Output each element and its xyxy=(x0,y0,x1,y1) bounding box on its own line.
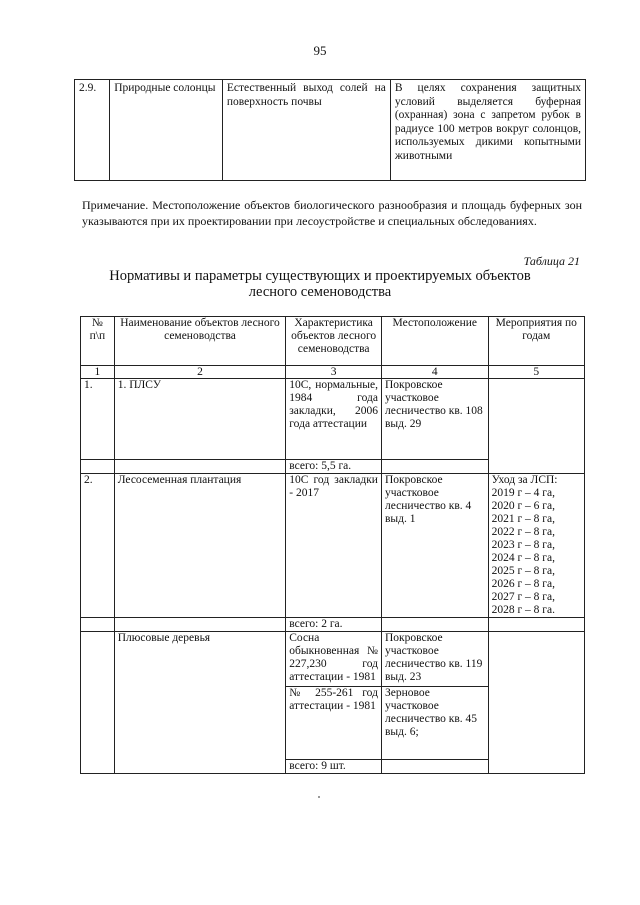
measure-line: 2023 г – 8 га, xyxy=(491,539,555,551)
column-number: 5 xyxy=(488,366,584,379)
object-location: Зерновое участковое лесничество кв. 45 выд. 6; xyxy=(381,687,488,760)
object-characteristic: Естественный выход солей на поверхность почвы xyxy=(222,80,390,181)
object-measures xyxy=(488,474,584,618)
row-number: 1. xyxy=(81,379,115,460)
table-caption: Таблица 21 xyxy=(523,254,580,268)
object-name: Плюсовые деревья xyxy=(114,632,286,774)
object-characteristic: 10С, нормальные, 1984 года закладки, 2006 года аттестации xyxy=(286,379,382,460)
note-paragraph: Примечание. Местоположение объектов биологического разнообразия и площадь буферных зон указываются при их проектировании при лесоустройстве и специальных обследованиях. xyxy=(82,198,582,228)
scan-speck xyxy=(318,796,320,798)
row-total: всего: 2 га. xyxy=(286,618,382,632)
column-number: 1 xyxy=(81,366,115,379)
measure-line: 2026 г – 8 га, xyxy=(491,578,555,590)
object-measures: В целях сохранения защитных условий выделяется буферная (охранная) зона с запретом рубок в радиусе 100 метров вокруг солонцов, используемых дикими копытными животными xyxy=(390,80,585,181)
row-total: всего: 5,5 га. xyxy=(286,460,382,474)
row-number xyxy=(81,632,115,774)
object-characteristic: 10С год закладки - 2017 xyxy=(286,474,382,618)
measure-line: 2025 г – 8 га, xyxy=(491,565,555,577)
table-title: Нормативы и параметры существующих и проектируемых объектов лесного семеноводства xyxy=(109,268,531,300)
table-header-row xyxy=(81,317,585,366)
measure-line: 2028 г – 8 га. xyxy=(491,604,555,616)
measure-line: 2021 г – 8 га, xyxy=(491,513,555,525)
header-location: Местоположение xyxy=(381,317,488,366)
object-name: 1. ПЛСУ xyxy=(114,379,286,460)
table-row xyxy=(81,632,585,687)
header-num: № п\п xyxy=(81,317,115,366)
row-number: 2. xyxy=(81,474,115,618)
table-total-row xyxy=(81,618,585,632)
object-characteristic: № 255-261 год аттестации - 1981 xyxy=(286,687,382,760)
column-number: 4 xyxy=(381,366,488,379)
page-number: 95 xyxy=(313,43,327,58)
row-number: 2.9. xyxy=(75,80,110,181)
measure-line: 2020 г – 6 га, xyxy=(491,500,555,512)
object-location: Покровское участковое лесничество кв. 119 выд. 23 xyxy=(381,632,488,687)
object-location: Покровское участковое лесничество кв. 108 выд. 29 xyxy=(381,379,488,460)
column-number: 3 xyxy=(286,366,382,379)
table-row xyxy=(81,379,585,460)
biodiversity-table-tail xyxy=(74,79,586,181)
object-characteristic: Сосна обыкновенная № 227,230 год аттестации - 1981 xyxy=(286,632,382,687)
measures-title: Уход за ЛСП: xyxy=(491,474,558,486)
table-row xyxy=(81,474,585,618)
object-measures xyxy=(488,379,584,474)
column-number-row xyxy=(81,366,585,379)
measure-line: 2024 г – 8 га, xyxy=(491,552,555,564)
table-row xyxy=(75,80,586,181)
header-name: Наименование объектов лесного семеноводства xyxy=(114,317,286,366)
measure-line: 2019 г – 4 га, xyxy=(491,487,555,499)
header-measures: Мероприятия по годам xyxy=(488,317,584,366)
seed-objects-table xyxy=(80,316,585,774)
object-location: Покровское участковое лесничество кв. 4 выд. 1 xyxy=(381,474,488,618)
measure-line: 2022 г – 8 га, xyxy=(491,526,555,538)
column-number: 2 xyxy=(114,366,286,379)
header-characteristic: Характеристика объектов лесного семеноводства xyxy=(286,317,382,366)
object-name: Лесосеменная плантация xyxy=(114,474,286,618)
row-total: всего: 9 шт. xyxy=(286,760,382,774)
object-name: Природные солонцы xyxy=(110,80,223,181)
measure-line: 2027 г – 8 га, xyxy=(491,591,555,603)
